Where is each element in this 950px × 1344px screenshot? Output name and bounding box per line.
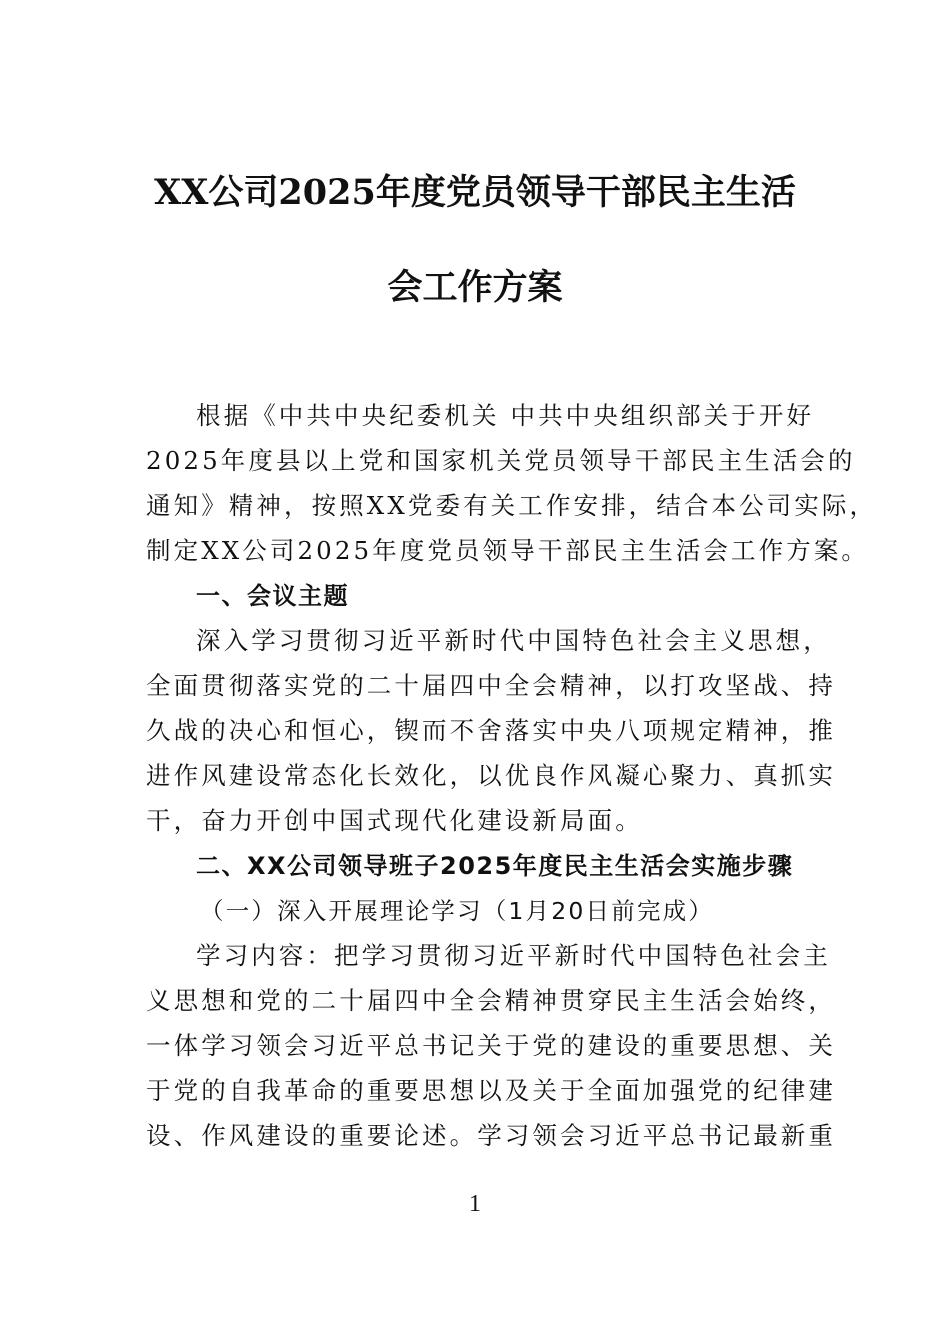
section2-line-2: 义思想和党的二十届四中全会精神贯穿民主生活会始终， [146,986,836,1015]
intro-line-4: 制定XX公司2025年度党员领导干部民主生活会工作方案。 [146,536,870,565]
section1-line-1: 深入学习贯彻习近平新时代中国特色社会主义思想， [196,626,831,655]
section-heading-implementation-steps: 二、XX公司领导班子2025年度民主生活会实施步骤 [196,852,794,880]
section-heading-meeting-theme: 一、会议主题 [196,582,349,610]
intro-line-2: 2025年度县以上党和国家机关党员领导干部民主生活会的 [146,446,856,475]
section2-line-5: 设、作风建设的重要论述。学习领会习近平总书记最新重 [146,1121,836,1150]
section1-line-5: 干，奋力开创中国式现代化建设新局面。 [146,806,643,835]
section1-line-4: 进作风建设常态化长效化，以优良作风凝心聚力、真抓实 [146,761,836,790]
section2-line-3: 一体学习领会习近平总书记关于党的建设的重要思想、关 [146,1031,836,1060]
section1-line-3: 久战的决心和恒心，锲而不舍落实中央八项规定精神，推 [146,716,836,745]
intro-line-3: 通知》精神，按照XX党委有关工作安排，结合本公司实际， [146,491,878,520]
document-title-line-2: 会工作方案 [387,267,563,308]
subsection-heading-theory-study: （一）深入开展理论学习（1月20日前完成） [200,897,715,925]
section1-line-2: 全面贯彻落实党的二十届四中全会精神，以打攻坚战、持 [146,671,836,700]
document-title-line-1: XX公司2025年度党员领导干部民主生活 [154,172,796,213]
page-number: 1 [469,1191,481,1217]
section2-line-4: 于党的自我革命的重要思想以及关于全面加强党的纪律建 [146,1076,836,1105]
intro-line-1: 根据《中共中央纪委机关 中共中央组织部关于开好 [196,401,815,430]
section2-line-1: 学习内容：把学习贯彻习近平新时代中国特色社会主 [196,941,831,970]
